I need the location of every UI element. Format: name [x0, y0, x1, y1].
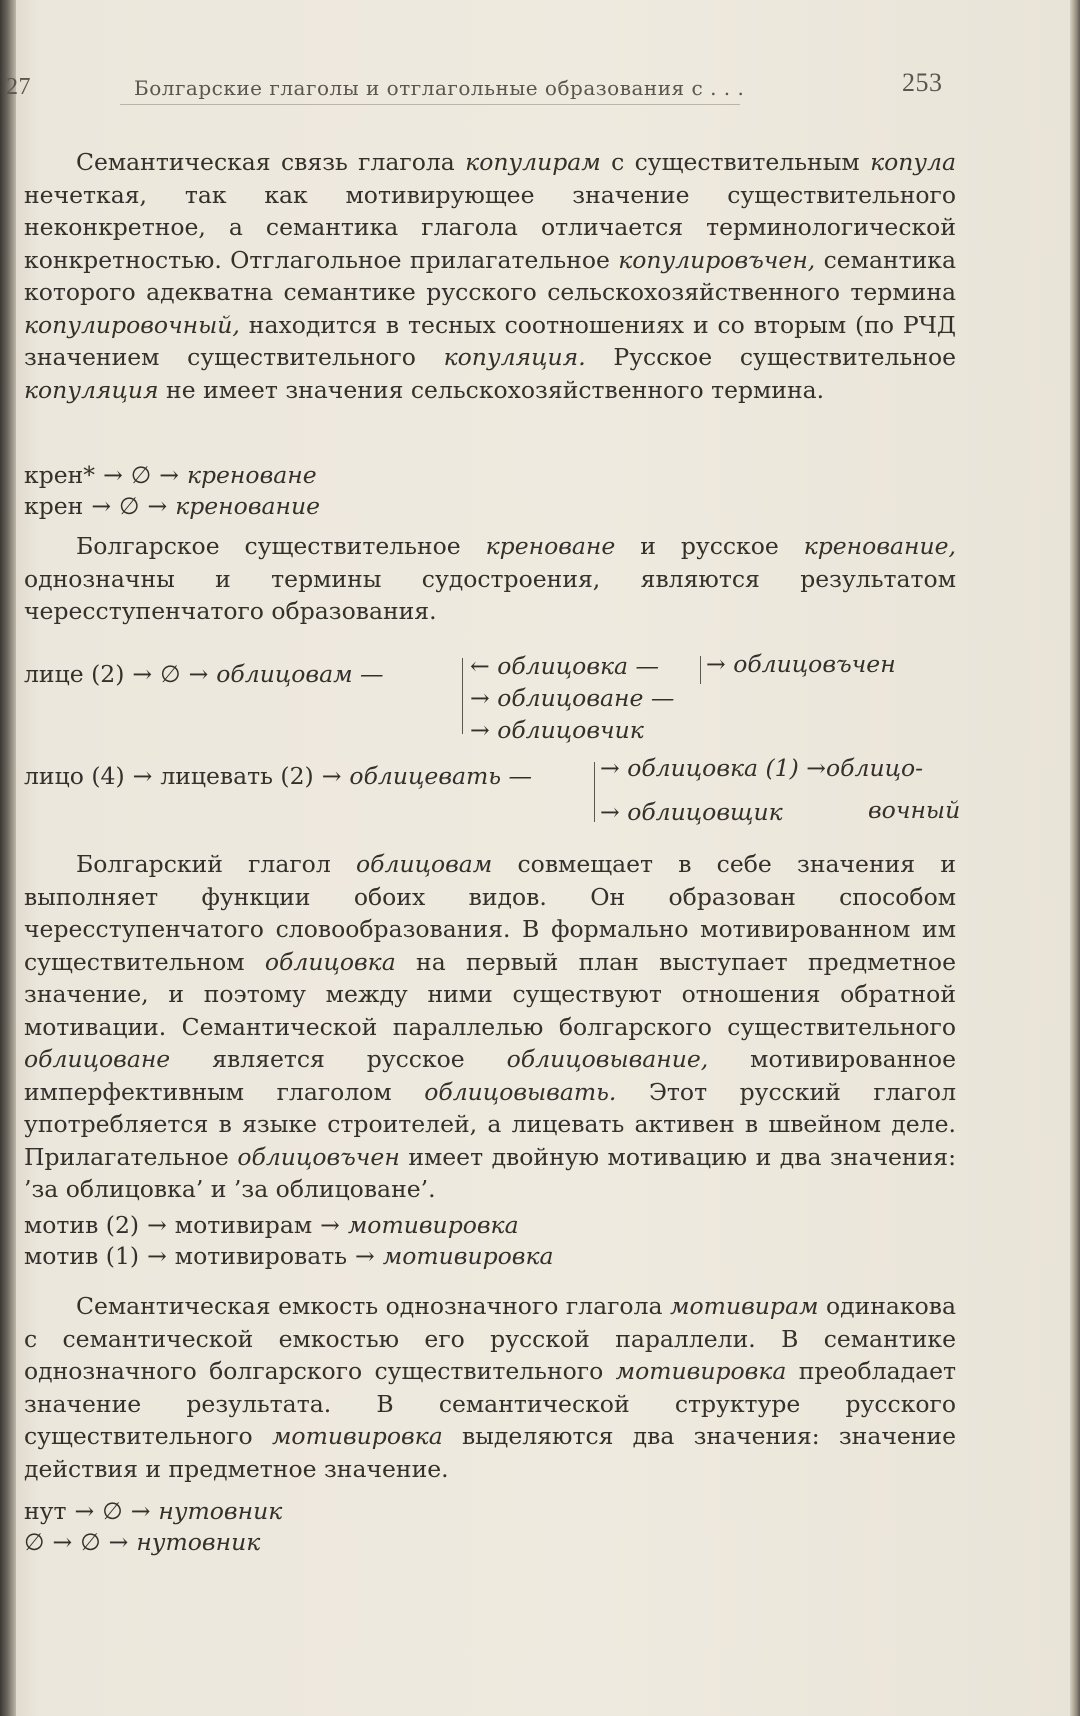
header-fragment: 27	[6, 74, 31, 100]
derivation-kren	[24, 460, 984, 522]
tree-bracket	[462, 658, 463, 734]
page-number: 253	[902, 68, 943, 97]
tree-branch-continuation: вочный	[868, 796, 961, 824]
derivation-line: ∅ → ∅ → нутовник	[24, 1528, 261, 1556]
tree-row-2: лицо (4) → лицевать (2) → облицевать —	[24, 762, 533, 790]
header-rule	[120, 104, 740, 105]
tree-bracket-small	[700, 656, 701, 684]
tree-row-1: лице (2) → ∅ → облицовам —	[24, 660, 384, 688]
tree-branch: → облицовъчен	[706, 650, 896, 678]
derivation-motiv	[24, 1210, 984, 1272]
paragraph-2: Болгарское существительное креноване и русское кренование, однозначны и термины судостроения, являются результатом чересступенчатого образования.	[24, 532, 956, 625]
derivation-line: мотив (1) → мотивировать → мотивировка	[24, 1242, 554, 1270]
paragraph-3: Болгарский глагол облицовам совмещает в себе значения и выполняет функции обоих видов. Он образован способом чересступенчатого словообразования. В формально мотивированном им существительном облицовка на первый план выступает предметное значение, и поэтому между ними существуют отношения обратной мотивации. Семантической параллелью болгарского существительного облицоване является русское облицовывание, мотивированное имперфективным глаголом облицовывать. Этот русский глагол употребляется в языке строителей, а лицевать активен в швейном деле. Прилагательное облицовъчен имеет двойную мотивацию и два значения: ’за облицовка’ и ’за облицоване’.	[24, 850, 957, 1203]
derivation-nut	[24, 1496, 984, 1558]
derivation-line: крен → ∅ → кренование	[24, 492, 321, 520]
derivation-line: крен* → ∅ → креноване	[24, 461, 317, 489]
tree-branch: → облицовчик	[470, 716, 644, 744]
tree-branch: → облицоване —	[470, 684, 675, 712]
derivation-line: мотив (2) → мотивирам → мотивировка	[24, 1211, 519, 1239]
running-header	[0, 66, 1050, 106]
derivation-line: нут → ∅ → нутовник	[24, 1497, 283, 1525]
tree-branch: → облицовщик	[600, 798, 783, 826]
tree-branch: ← облицовка —	[470, 652, 660, 680]
page-edge-shadow	[1070, 0, 1080, 1716]
paragraph-1: Семантическая связь глагола копулирам с существительным копула нечеткая, так как мотивирующее значение существительного неконкретное, а семантика глагола отличается терминологической конкретностью. Отглагольное прилагательное копулировъчен, семантика которого адекватна семантике русского сельскохозяйственного термина копулировочный, находится в тесных соотношениях и со вторым (по РЧД значением существительного копуляция. Русское существительное копуляция не имеет значения сельскохозяйственного термина.	[24, 148, 956, 404]
running-title: Болгарские глаголы и отглагольные образования с . . .	[134, 76, 745, 100]
tree-branch: → облицовка (1) →облицо-	[600, 754, 924, 782]
paragraph-4: Семантическая емкость однозначного глагола мотивирам одинакова с семантической емкостью его русской параллели. В семантике однозначного болгарского существительного мотивировка преобладает значение результата. В семантической структуре русского существительного мотивировка выделяются два значения: значение действия и предметное значение.	[24, 1292, 957, 1483]
tree-bracket	[594, 762, 595, 822]
page-binding-shadow	[0, 0, 16, 1716]
